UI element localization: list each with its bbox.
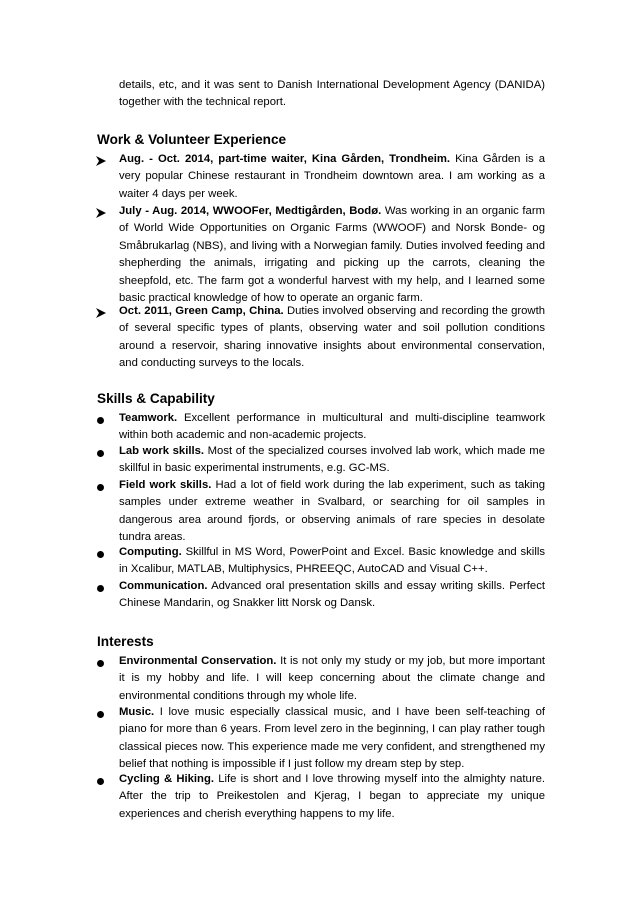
arrow-bullet-icon xyxy=(95,207,107,219)
list-item xyxy=(119,653,545,705)
item-title: Aug. - Oct. 2014, part-time waiter, Kina Gården, Trondheim. xyxy=(119,153,451,165)
bullet-dot-icon xyxy=(97,484,104,491)
item-text: Was working in an organic farm of World Wide Opportunities on Organic Farms (WWOOF) and Norsk Bonde- og Småbrukarlag (NBS), and living with a Norwegian family. Duties involved feeding and shepherding the animals, irrigating and picking up the carrots, cleaning the sheepfold, etc. The farm got a wonderful harvest with my help, and I learned some basic practical knowledge of how to operate an organic farm. xyxy=(119,205,545,305)
bullet-dot-icon xyxy=(97,585,104,592)
list-item xyxy=(119,410,545,445)
item-text: Most of the specialized courses involved lab work, which made me skillful in basic experimental instruments, e.g. GC-MS. xyxy=(119,445,545,475)
item-title: Music. xyxy=(119,706,155,718)
list-item xyxy=(119,578,545,613)
list-item xyxy=(119,303,545,373)
list-item xyxy=(119,477,545,547)
list-item xyxy=(119,771,545,823)
item-text: Skillful in MS Word, PowerPoint and Excel. Basic knowledge and skills in Xcalibur, MATLAB, Multiphysics, PHREEQC, AutoCAD and Visual C++. xyxy=(119,546,545,576)
list-item xyxy=(119,704,545,774)
arrow-bullet-icon xyxy=(95,307,107,319)
item-text: Excellent performance in multicultural and multi-discipline teamwork within both academic and non-academic projects. xyxy=(119,412,545,442)
bullet-dot-icon xyxy=(97,778,104,785)
item-text: Duties involved observing and recording the growth of several specific types of plants, observing water and soil pollution conditions around a reservoir, sharing innovative insights about environmental conservation, and conducting surveys to the locals. xyxy=(119,305,545,370)
item-title: Lab work skills. xyxy=(119,445,205,457)
arrow-bullet-icon xyxy=(95,155,107,167)
bullet-dot-icon xyxy=(97,711,104,718)
item-text: Kina Gården is a very popular Chinese restaurant in Trondheim downtown area. I am working as a waiter 4 days per week. xyxy=(119,153,545,200)
item-title: Teamwork. xyxy=(119,412,178,424)
list-item xyxy=(119,544,545,579)
list-item xyxy=(119,203,545,307)
list-item xyxy=(119,151,545,203)
item-text: Had a lot of field work during the lab experiment, such as taking samples under extreme weather in Svalbard, or searching for oil samples in dangerous area around fjords, or observing animals of rare species in desolate tundra areas. xyxy=(119,479,545,544)
item-title: Cycling & Hiking. xyxy=(119,773,215,785)
item-title: Oct. 2011, Green Camp, China. xyxy=(119,305,284,317)
item-text: Advanced oral presentation skills and essay writing skills. Perfect Chinese Mandarin, og Snakker litt Norsk og Dansk. xyxy=(119,580,545,610)
bullet-dot-icon xyxy=(97,551,104,558)
section-heading-work: Work & Volunteer Experience xyxy=(97,132,287,147)
list-item xyxy=(119,443,545,478)
intro-paragraph: details, etc, and it was sent to Danish International Development Agency (DANIDA) together with the technical report. xyxy=(119,79,545,109)
bullet-dot-icon xyxy=(97,417,104,424)
item-text: I love music especially classical music, and I have been self-teaching of piano for more than 6 years. From level zero in the beginning, I can play rather tough classical pieces now. This experience made me very confident, and strengthened my belief that nothing is impossible if I just follow my dream step by step. xyxy=(119,706,545,771)
item-title: Computing. xyxy=(119,546,182,558)
section-heading-interests: Interests xyxy=(97,634,154,649)
item-title: Field work skills. xyxy=(119,479,212,491)
item-text: Life is short and I love throwing myself into the almighty nature. After the trip to Preikestolen and Kjerag, I began to appreciate my unique experiences and cherish everything happens to my life. xyxy=(119,773,545,820)
item-title: Environmental Conservation. xyxy=(119,655,277,667)
item-title: Communication. xyxy=(119,580,208,592)
bullet-dot-icon xyxy=(97,660,104,667)
bullet-dot-icon xyxy=(97,450,104,457)
item-title: July - Aug. 2014, WWOOFer, Medtigården, Bodø. xyxy=(119,205,382,217)
section-heading-skills: Skills & Capability xyxy=(97,391,215,406)
item-text: It is not only my study or my job, but more important it is my hobby and life. I will keep concerning about the climate change and environmental conditions through my whole life. xyxy=(119,655,545,702)
